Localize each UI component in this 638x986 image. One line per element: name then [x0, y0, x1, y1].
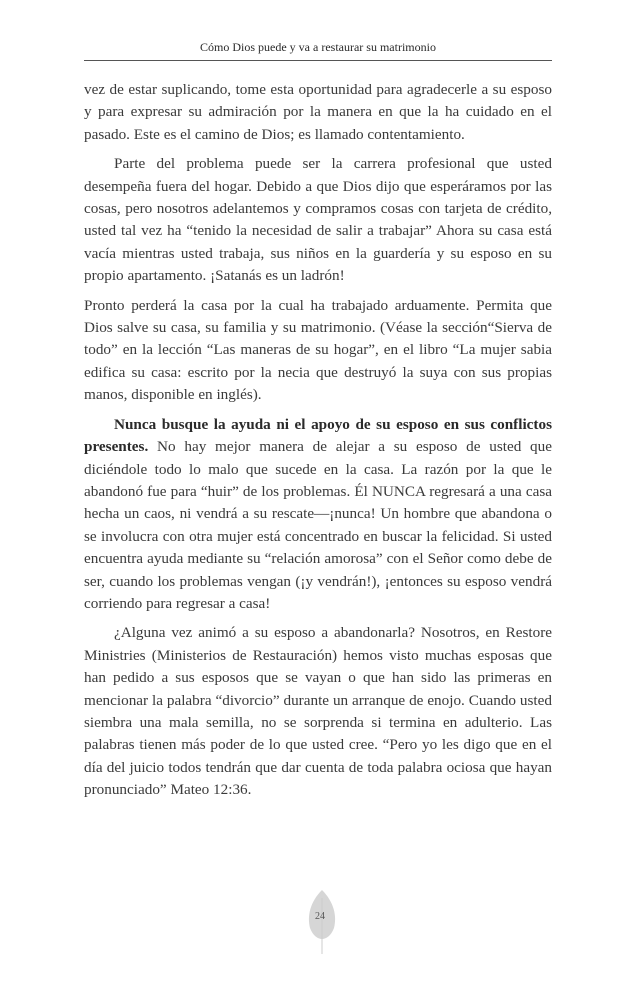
- page-body: [84, 79, 552, 809]
- paragraph-4-bold-lead: Nunca busque la ayuda ni el apoyo de su esposo en sus conflictos presentes.: [84, 415, 552, 456]
- paragraph-2: Parte del problema puede ser la carrera profesional que usted desempeña fuera del hogar. Debido a que Dios dijo que esperáramos por las cosas, pero nosotros adelantemos y compramos cosas con tarjeta de crédito, usted tal vez ha “tenido la necesidad de salir a trabajar” Ahora su casa está vacía mientras usted trabaja, sus niños en la guardería y su esposo en su propio apartamento. ¡Satanás es un ladrón!: [84, 155, 552, 285]
- page-number: 24: [315, 911, 325, 922]
- running-header: Cómo Dios puede y va a restaurar su matrimonio: [200, 40, 436, 54]
- paragraph-4: [84, 414, 552, 616]
- leaf-ornament-icon: [306, 888, 338, 956]
- paragraph-4-body: No hay mejor manera de alejar a su esposo de usted que diciéndole todo lo malo que sucede en la casa. La razón por la que le abandonó fue para “huir” de los problemas. Él NUNCA regresará a una casa hecha un caos, ni vendrá a su rescate—¡nunca! Un hombre que abandona o se involucra con otra mujer está concentrado en buscar la felicidad. Si usted encuentra ayuda mediante su “relación amorosa” con el Señor como debe de ser, cuando los problemas vengan (¡y vendrán!), ¡entonces su esposo vendrá corriendo para regresar a casa!: [84, 438, 552, 612]
- paragraph-1: vez de estar suplicando, tome esta oportunidad para agradecerle a su esposo y para expresar su admiración por la manera en que la ha cuidado en el pasado. Este es el camino de Dios; es llamado contentamiento.: [84, 81, 552, 143]
- paragraph-5: ¿Alguna vez animó a su esposo a abandonarla? Nosotros, en Restore Ministries (Ministerios de Restauración) hemos visto muchas esposas que han pedido a sus esposos que se vayan o que han sido las primeras en mencionar la palabra “divorcio” durante un arranque de enojo. Cuando usted siembra una mala semilla, no se sorprenda si termina en adulterio. Las palabras tienen más poder de lo que usted cree. “Pero yo les digo que en el día del juicio todos tendrán que dar cuenta de toda palabra ociosa que hayan pronunciado” Mateo 12:36.: [84, 624, 552, 799]
- header-rule: [84, 60, 552, 61]
- paragraph-3: Pronto perderá la casa por la cual ha trabajado arduamente. Permita que Dios salve su casa, su familia y su matrimonio. (Véase la sección“Sierva de todo” en la lección “Las maneras de su hogar”, en el libro “La mujer sabia edifica su casa: escrito por la necia que destruyó la suya con sus propias manos, disponible en inglés).: [84, 296, 552, 404]
